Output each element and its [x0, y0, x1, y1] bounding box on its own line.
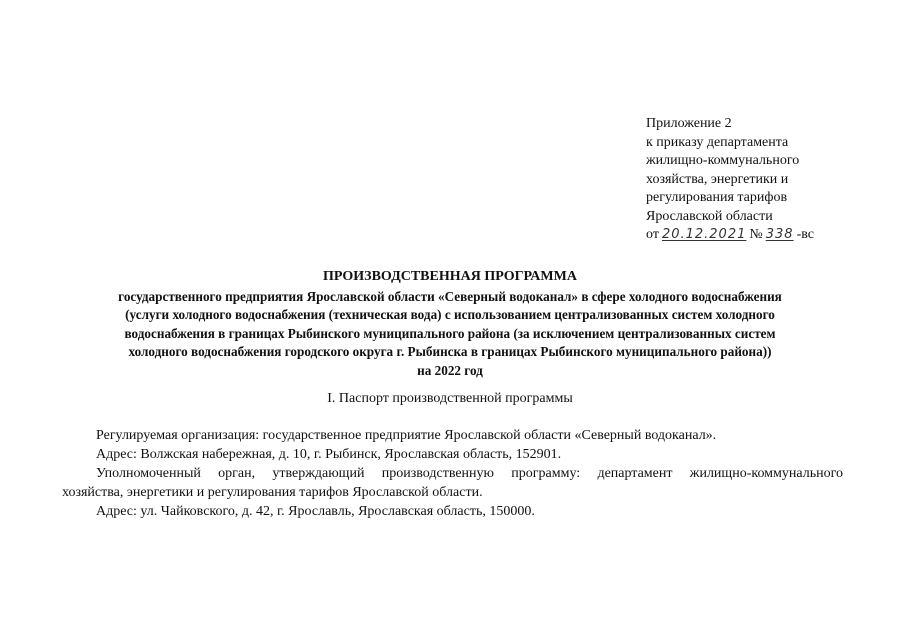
- title-line: водоснабжения в границах Рыбинского муниципального района (за исключением централизованных систем: [124, 325, 776, 341]
- appendix-region-line: Ярославской области: [646, 208, 773, 224]
- title-line: холодного водоснабжения городского округа г. Рыбинска в границах Рыбинского муниципального района)): [128, 344, 772, 359]
- appendix-department-line: хозяйства, энергетики и: [646, 171, 789, 187]
- regulated-organization-address: Адрес: Волжская набережная, д. 10, г. Рыбинск, Ярославская область, 152901.: [96, 447, 562, 462]
- appendix-department-line: жилищно-коммунального: [646, 153, 800, 168]
- appendix-date-line: [646, 226, 886, 245]
- handwritten-order-number: 338: [765, 227, 794, 242]
- title-main: ПРОИЗВОДСТВЕННАЯ ПРОГРАММА: [323, 269, 577, 284]
- passport-body: [62, 426, 843, 521]
- authority-address: Адрес: ул. Чайковского, д. 42, г. Ярославль, Ярославская область, 150000.: [96, 504, 535, 519]
- authority-line-continued: хозяйства, энергетики и регулирования тарифов Ярославской области.: [62, 485, 483, 500]
- number-sign: №: [749, 227, 763, 242]
- number-suffix: -вс: [796, 227, 814, 242]
- section-heading: I. Паспорт производственной программы: [327, 391, 573, 406]
- appendix-order-ref: к приказу департамента: [646, 134, 789, 150]
- authority-line: Уполномоченный орган, утверждающий производственную программу: департамент жилищно-коммунального: [96, 466, 843, 481]
- appendix-department-line: регулирования тарифов: [646, 190, 788, 205]
- title-line: (услуги холодного водоснабжения (техническая вода) с использованием централизованных систем холодного: [125, 307, 775, 322]
- regulated-organization: Регулируемая организация: государственное предприятие Ярославской области «Северный водоканал».: [96, 428, 717, 443]
- appendix-number: Приложение 2: [646, 116, 732, 131]
- appendix-block: [646, 115, 886, 245]
- date-prefix: от: [646, 227, 659, 242]
- title-year: на 2022 год: [417, 362, 483, 378]
- handwritten-date: 20.12.2021: [661, 227, 747, 242]
- title-line: государственного предприятия Ярославской области «Северный водоканал» в сфере холодного водоснабжения: [118, 288, 782, 304]
- document-title: [60, 268, 840, 380]
